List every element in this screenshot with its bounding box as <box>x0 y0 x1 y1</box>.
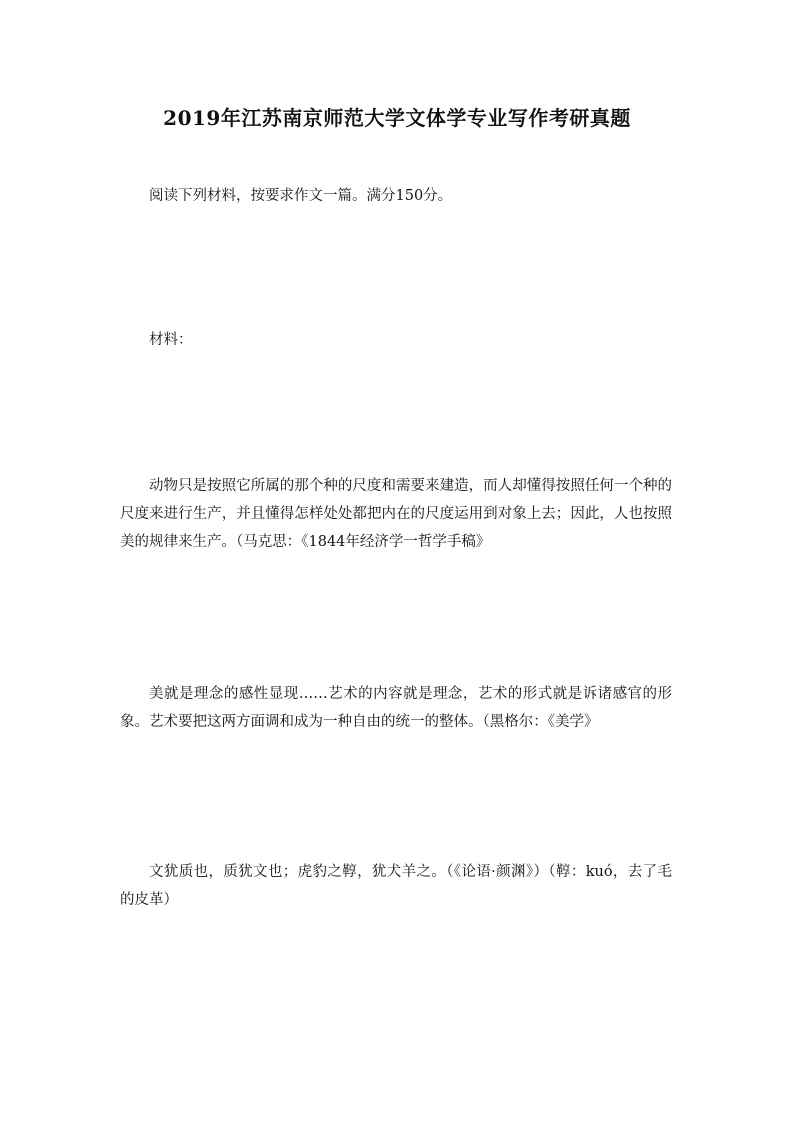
quote-analects: 文犹质也，质犹文也；虎豹之鞟，犹犬羊之。（《论语·颜渊》）（鞟：kuó，去了毛的皮革） <box>120 864 672 908</box>
document-title: 2019年江苏南京师范大学文体学专业写作考研真题 <box>163 106 631 130</box>
quote-hegel: 美就是理念的感性显现……艺术的内容就是理念，艺术的形式就是诉诸感官的形象。艺术要把这两方面调和成为一种自由的统一的整体。（黑格尔：《美学》 <box>120 686 672 730</box>
instruction-paragraph: 阅读下列材料，按要求作文一篇。满分150分。 <box>149 188 453 204</box>
quote-marx: 动物只是按照它所属的那个种的尺度和需要来建造，而人却懂得按照任何一个种的尺度来进行生产，并且懂得怎样处处都把内在的尺度运用到对象上去；因此，人也按照美的规律来生产。（马克思：《1844年经济学一哲学手稿》 <box>120 478 672 550</box>
material-label: 材料： <box>149 332 193 348</box>
